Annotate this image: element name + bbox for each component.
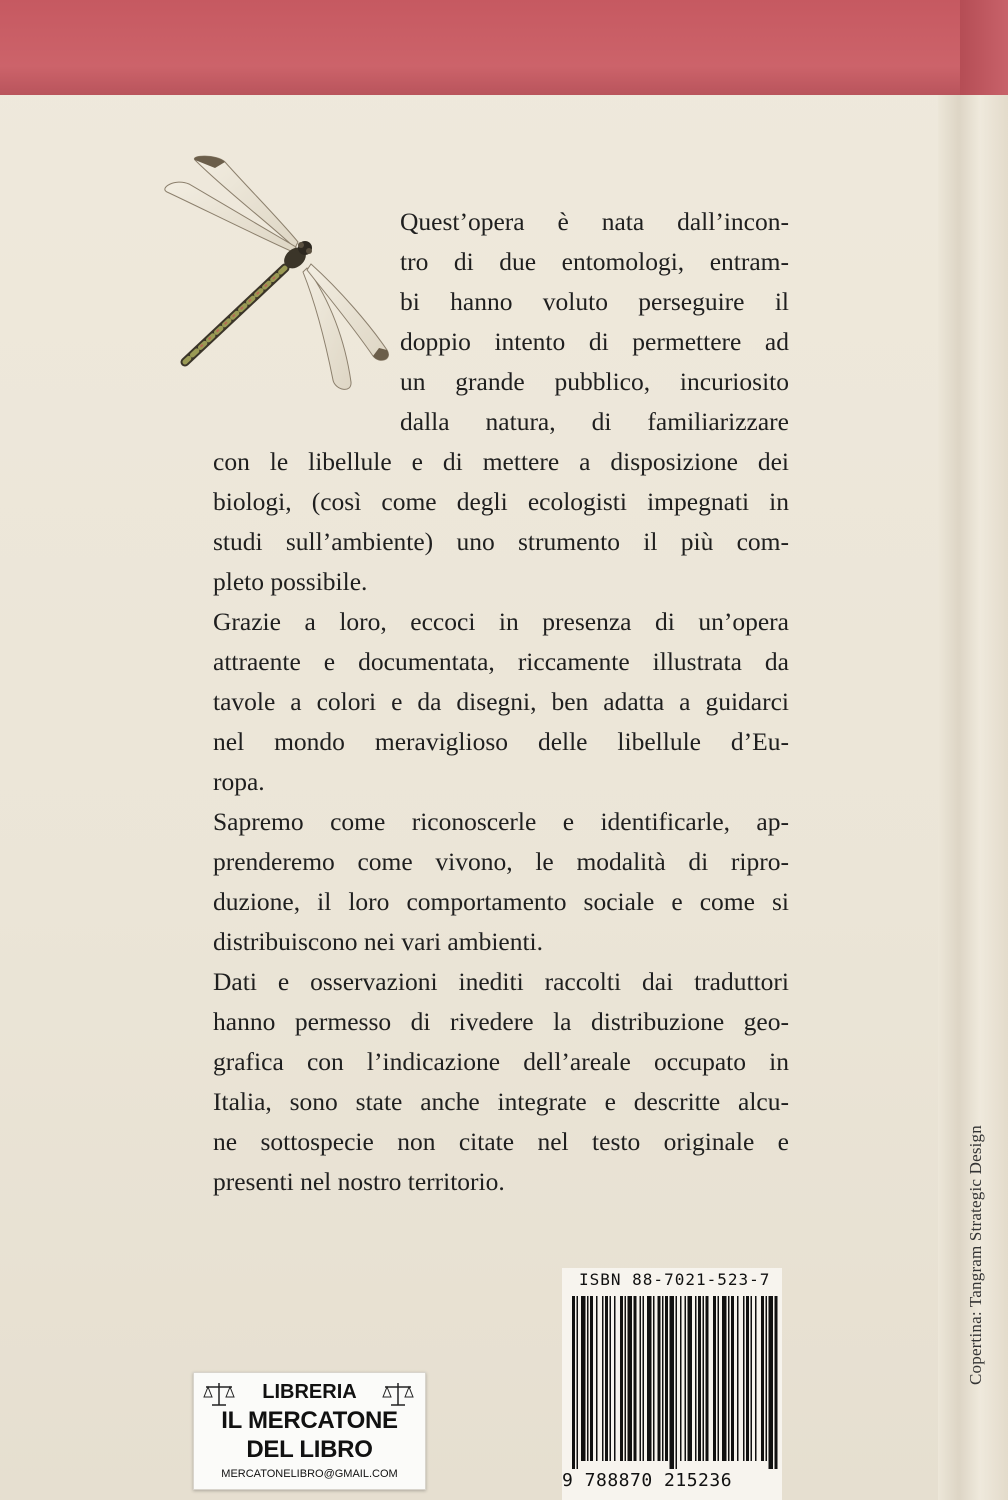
barcode-bar: [695, 1296, 697, 1461]
barcode-bar: [746, 1296, 749, 1461]
barcode-bar: [577, 1296, 579, 1469]
barcode-bar: [731, 1296, 734, 1461]
description-line: duzione, il loro comportamento sociale e come si: [213, 887, 789, 916]
description-line: Grazie a loro, eccoci in presenza di un’opera: [213, 607, 789, 636]
barcode-bar: [581, 1296, 586, 1461]
barcode-bar: [647, 1296, 652, 1461]
barcode-bar: [620, 1296, 623, 1461]
isbn-number: ISBN 88-7021-523-7: [579, 1270, 771, 1289]
barcode-bar: [596, 1296, 598, 1461]
description-line: Quest’opera è nata dall’incon-: [400, 207, 789, 236]
barcode-bar: [653, 1296, 655, 1461]
barcode-bar: [698, 1296, 701, 1461]
barcode-bar: [728, 1296, 730, 1461]
description-line: tavole a colori e da disegni, ben adatta a guidarci: [213, 687, 789, 716]
barcode-bar: [743, 1296, 745, 1461]
bookshop-sticker: [193, 1372, 426, 1490]
ean-number: 9 788870 215236: [562, 1470, 733, 1491]
barcode-bar: [766, 1296, 768, 1461]
barcode-bar: [755, 1296, 757, 1461]
barcode-bar: [628, 1296, 633, 1461]
description-line: biologi, (così come degli ecologisti impegnati in: [213, 487, 789, 516]
barcode-bar: [665, 1296, 668, 1461]
description-line: hanno permesso di rivedere la distribuzione geo-: [213, 1007, 789, 1036]
barcode-bar: [572, 1296, 575, 1469]
barcode-bar: [614, 1296, 616, 1461]
barcode-bar: [662, 1296, 664, 1461]
barcode-bar: [737, 1296, 739, 1461]
barcode: [568, 1294, 780, 1469]
barcode-bar: [590, 1296, 593, 1461]
description-line: nel mondo meraviglioso delle libellule d’Eu-: [213, 727, 789, 756]
spine-red-band: [960, 0, 1008, 95]
description-line: distribuiscono nei vari ambienti.: [213, 927, 544, 956]
description-line: pleto possibile.: [213, 567, 368, 596]
barcode-bar: [761, 1296, 764, 1461]
cover-design-credit: Copertina: Tangram Strategic Design: [966, 1125, 985, 1385]
description-line: prenderemo come vivono, le modalità di ripro-: [213, 847, 789, 876]
barcode-bar: [610, 1296, 612, 1461]
description-line: Italia, sono state anche integrate e descritte alcu-: [213, 1087, 789, 1116]
back-cover-description: [213, 0, 789, 1196]
description-line: bi hanno voluto perseguire il: [400, 287, 789, 316]
barcode-bar: [706, 1296, 709, 1461]
barcode-bar: [713, 1296, 716, 1461]
description-line: con le libellule e di mettere a disposizione dei: [213, 447, 789, 476]
barcode-bar: [680, 1296, 682, 1461]
barcode-bar: [775, 1296, 778, 1469]
barcode-bar: [602, 1296, 604, 1461]
description-line: Sapremo come riconoscerle e identificarle, ap-: [213, 807, 789, 836]
barcode-bar: [605, 1296, 608, 1461]
barcode-bar: [634, 1296, 637, 1461]
description-line: tro di due entomologi, entram-: [400, 247, 789, 276]
barcode-bar: [685, 1296, 687, 1461]
sticker-line-del-libro: DEL LIBRO: [246, 1436, 373, 1463]
barcode-bar: [718, 1296, 720, 1461]
description-line: Dati e osservazioni inediti raccolti dai traduttori: [213, 967, 789, 996]
barcode-bar: [751, 1296, 753, 1461]
description-line: un grande pubblico, incuriosito: [400, 367, 789, 396]
barcode-bar: [722, 1296, 727, 1461]
barcode-bar: [640, 1296, 642, 1461]
barcode-bar: [643, 1296, 645, 1461]
description-line: studi sull’ambiente) uno strumento il più com-: [213, 527, 789, 556]
barcode-bar: [587, 1296, 589, 1461]
description-line: attraente e documentata, riccamente illustrata da: [213, 647, 789, 676]
barcode-bar: [670, 1296, 675, 1469]
description-line: grafica con l’indicazione dell’areale occupato in: [213, 1047, 789, 1076]
description-line: ne sottospecie non citate nel testo originale e: [213, 1127, 789, 1156]
description-line: presenti nel nostro territorio.: [213, 1167, 505, 1196]
sticker-line-mercatone: IL MERCATONE: [221, 1407, 398, 1434]
barcode-bar: [658, 1296, 661, 1461]
barcode-bar: [688, 1296, 693, 1461]
sticker-email: MERCATONELIBRO@GMAIL.COM: [221, 1468, 398, 1480]
barcode-bar: [769, 1296, 774, 1469]
description-line: ropa.: [213, 767, 265, 796]
description-line: dalla natura, di familiarizzare: [400, 407, 789, 436]
barcode-bar: [676, 1296, 678, 1469]
description-line: doppio intento di permettere ad: [400, 327, 789, 356]
barcode-bar: [625, 1296, 627, 1461]
sticker-line-libreria: LIBRERIA: [262, 1381, 357, 1403]
barcode-bar: [703, 1296, 705, 1461]
